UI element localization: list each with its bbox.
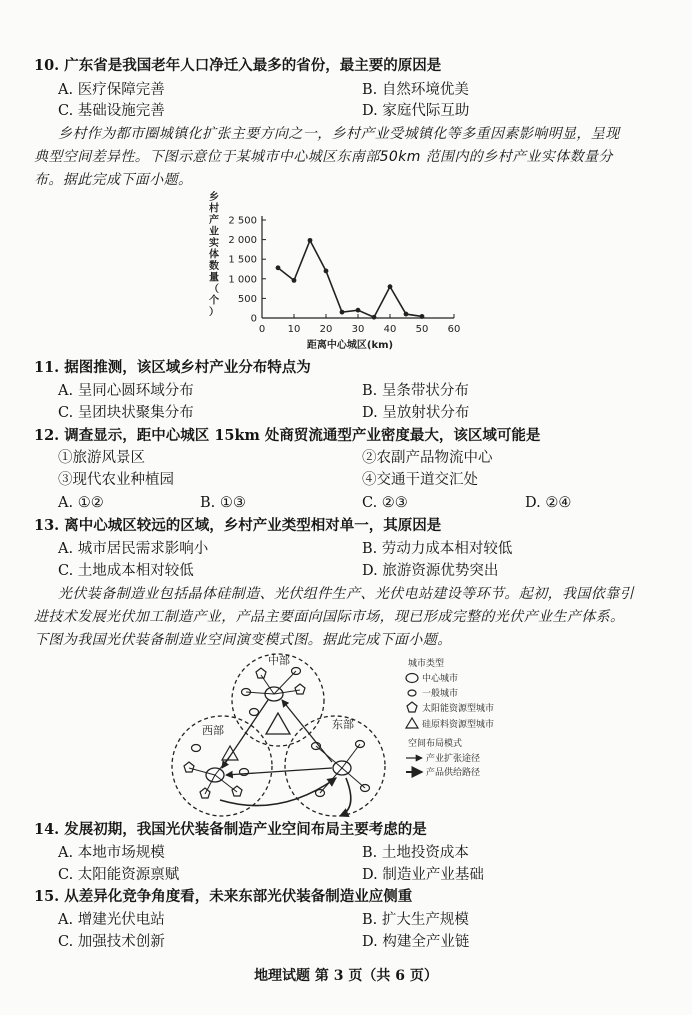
q13-stem: 13. 离中心城区较远的区域，乡村产业类型相对单一，其原因是 xyxy=(34,517,442,534)
legend-hub-city-icon xyxy=(406,674,418,683)
data-point xyxy=(308,238,313,243)
legend-title-city-type: 城市类型 xyxy=(408,659,445,669)
x-tick-label: 60 xyxy=(447,324,461,335)
q11-option-c: C. 呈团块状聚集分布 xyxy=(58,405,194,421)
q11-option-d: D. 呈放射状分布 xyxy=(362,405,470,421)
q10-option-a: A. 医疗保障完善 xyxy=(58,82,165,98)
q12-item-4: ④交通干道交汇处 xyxy=(362,472,478,488)
y-tick-label: 2 500 xyxy=(228,215,257,227)
q15-option-d: D. 构建全产业链 xyxy=(362,934,470,950)
data-point xyxy=(292,278,297,283)
x-tick-label: 0 xyxy=(258,324,266,335)
y-axis-label-char: 个 xyxy=(209,295,219,307)
q12-item-3: ③现代农业种植园 xyxy=(58,472,174,488)
legend-item-solar-city: 太阳能资源型城市 xyxy=(422,704,495,714)
y-axis-label-char: 实 xyxy=(209,238,219,249)
x-tick-label: 20 xyxy=(319,324,333,335)
material2-line2: 进技术发展光伏加工制造产业，产品主要面向国际市场，现已形成完整的光伏产业生产体系。 xyxy=(34,609,625,625)
page-footer: 地理试题 第 3 页（共 6 页） xyxy=(254,968,438,984)
legend-silicon-city-icon xyxy=(406,718,418,728)
solar-city-central-2 xyxy=(295,684,305,694)
y-axis-label-char: 量 xyxy=(209,272,219,284)
q10-option-b: B. 自然环境优美 xyxy=(362,82,469,98)
data-point xyxy=(356,308,361,313)
q15-stem: 15. 从差异化竞争角度看，未来东部光伏装备制造业应侧重 xyxy=(34,888,413,905)
material1-line1: 乡村作为都市圈城镇化扩张主要方向之一，乡村产业受城镇化等多重因素影响明显，呈现 xyxy=(58,126,620,142)
x-tick-label: 10 xyxy=(287,324,301,335)
data-point xyxy=(404,312,409,317)
y-axis-label-char: （ xyxy=(209,284,219,295)
silicon-city-center xyxy=(266,713,290,734)
material1-line2: 典型空间差异性。下图示意位于某城市中心城区东南部50km 范围内的乡村产业实体数量分 xyxy=(34,149,613,165)
ordinary-city-central-3 xyxy=(250,709,259,716)
material2-line1: 光伏装备制造业包括晶体硅制造、光伏组件生产、光伏电站建设等环节。起初，我国依靠引 xyxy=(58,586,634,602)
pv-industry-spatial-diagram xyxy=(160,648,520,820)
y-axis-label-char: 产 xyxy=(209,215,219,226)
q13-option-a: A. 城市居民需求影响小 xyxy=(58,541,209,557)
q10-option-c: C. 基础设施完善 xyxy=(58,103,165,119)
x-tick-label: 40 xyxy=(383,324,397,335)
y-tick-label: 1 500 xyxy=(228,254,257,266)
y-axis-label-char: 村 xyxy=(209,203,219,215)
solar-city-central-1 xyxy=(256,668,266,678)
data-point xyxy=(324,269,329,274)
legend-title-layout-mode: 空间布局模式 xyxy=(408,739,463,749)
chart-x-axis-label: 距离中心城区(km) xyxy=(306,340,394,351)
q11-option-a: A. 呈同心圆环域分布 xyxy=(58,383,194,399)
solar-city-west-1 xyxy=(184,762,194,772)
q12-option-b: B. ①③ xyxy=(200,495,246,511)
q11-option-b: B. 呈条带状分布 xyxy=(362,383,469,399)
y-axis-label-char: 业 xyxy=(209,226,219,238)
chart-x-ticks xyxy=(259,314,461,335)
rural-industry-line-chart xyxy=(200,190,475,355)
material2-line3: 下图为我国光伏装备制造业空间演变模式图。据此完成下面小题。 xyxy=(34,632,452,648)
y-axis-label-char: 体 xyxy=(209,249,219,261)
q14-option-c: C. 太阳能资源禀赋 xyxy=(58,867,180,883)
q10-option-d: D. 家庭代际互助 xyxy=(362,103,470,119)
x-tick-label: 30 xyxy=(351,324,365,335)
ordinary-city-west-1 xyxy=(192,745,201,752)
chart-y-axis-label xyxy=(209,190,219,318)
product-supply-arrows xyxy=(220,778,351,816)
data-point xyxy=(420,314,425,319)
x-tick-label: 50 xyxy=(415,324,429,335)
q12-option-a: A. ①② xyxy=(58,495,104,511)
industry-expansion-arrows xyxy=(222,700,332,775)
y-axis-label-char: 数 xyxy=(209,261,219,272)
legend-item-expansion: 产业扩张途径 xyxy=(426,754,481,764)
legend-item-ordinary-city: 一般城市 xyxy=(422,689,459,699)
q13-option-b: B. 劳动力成本相对较低 xyxy=(362,541,513,557)
y-tick-label: 2 000 xyxy=(228,235,257,247)
q11-stem: 11. 据图推测，该区域乡村产业分布特点为 xyxy=(34,359,311,376)
y-tick-label: 0 xyxy=(250,313,257,325)
chart-series-line xyxy=(278,240,422,317)
material1-line3: 布。据此完成下面小题。 xyxy=(34,172,193,188)
q12-option-d: D. ②④ xyxy=(525,495,572,511)
q13-option-d: D. 旅游资源优势突出 xyxy=(362,563,499,579)
q14-stem: 14. 发展初期，我国光伏装备制造产业空间布局主要考虑的是 xyxy=(34,821,427,838)
legend-solar-city-icon xyxy=(407,702,417,712)
y-tick-label: 500 xyxy=(237,293,257,305)
y-axis-label-char: 乡 xyxy=(209,192,219,203)
q10-stem: 10. 广东省是我国老年人口净迁入最多的省份，最主要的原因是 xyxy=(34,57,442,74)
region-label-west: 西部 xyxy=(202,724,224,737)
chart-y-ticks xyxy=(228,216,266,325)
region-label-east: 东部 xyxy=(332,718,354,731)
y-axis-label-char: ） xyxy=(209,307,219,318)
data-point xyxy=(340,310,345,315)
legend-ordinary-city-icon xyxy=(408,690,416,696)
y-tick-label: 1 000 xyxy=(228,274,257,286)
q15-option-c: C. 加强技术创新 xyxy=(58,934,165,950)
data-point xyxy=(372,315,377,320)
q12-option-c: C. ②③ xyxy=(362,495,408,511)
region-label-central: 中部 xyxy=(268,654,290,667)
q12-stem: 12. 调查显示，距中心城区 15km 处商贸流通型产业密度最大，该区域可能是 xyxy=(34,427,541,444)
legend-item-silicon-city: 硅原料资源型城市 xyxy=(422,720,495,730)
q14-option-a: A. 本地市场规模 xyxy=(58,845,165,861)
q13-option-c: C. 土地成本相对较低 xyxy=(58,563,194,579)
q14-option-b: B. 土地投资成本 xyxy=(362,845,469,861)
q12-item-2: ②农副产品物流中心 xyxy=(362,450,493,466)
legend-item-hub-city: 中心城市 xyxy=(422,674,459,684)
solar-city-west-3 xyxy=(232,786,242,796)
data-point xyxy=(388,284,393,289)
q15-option-b: B. 扩大生产规模 xyxy=(362,912,469,928)
q12-item-1: ①旅游风景区 xyxy=(58,450,145,466)
q14-option-d: D. 制造业产业基础 xyxy=(362,867,484,883)
data-point xyxy=(276,265,281,270)
q15-option-a: A. 增建光伏电站 xyxy=(58,912,165,928)
legend-item-supply: 产品供给路径 xyxy=(426,768,481,778)
